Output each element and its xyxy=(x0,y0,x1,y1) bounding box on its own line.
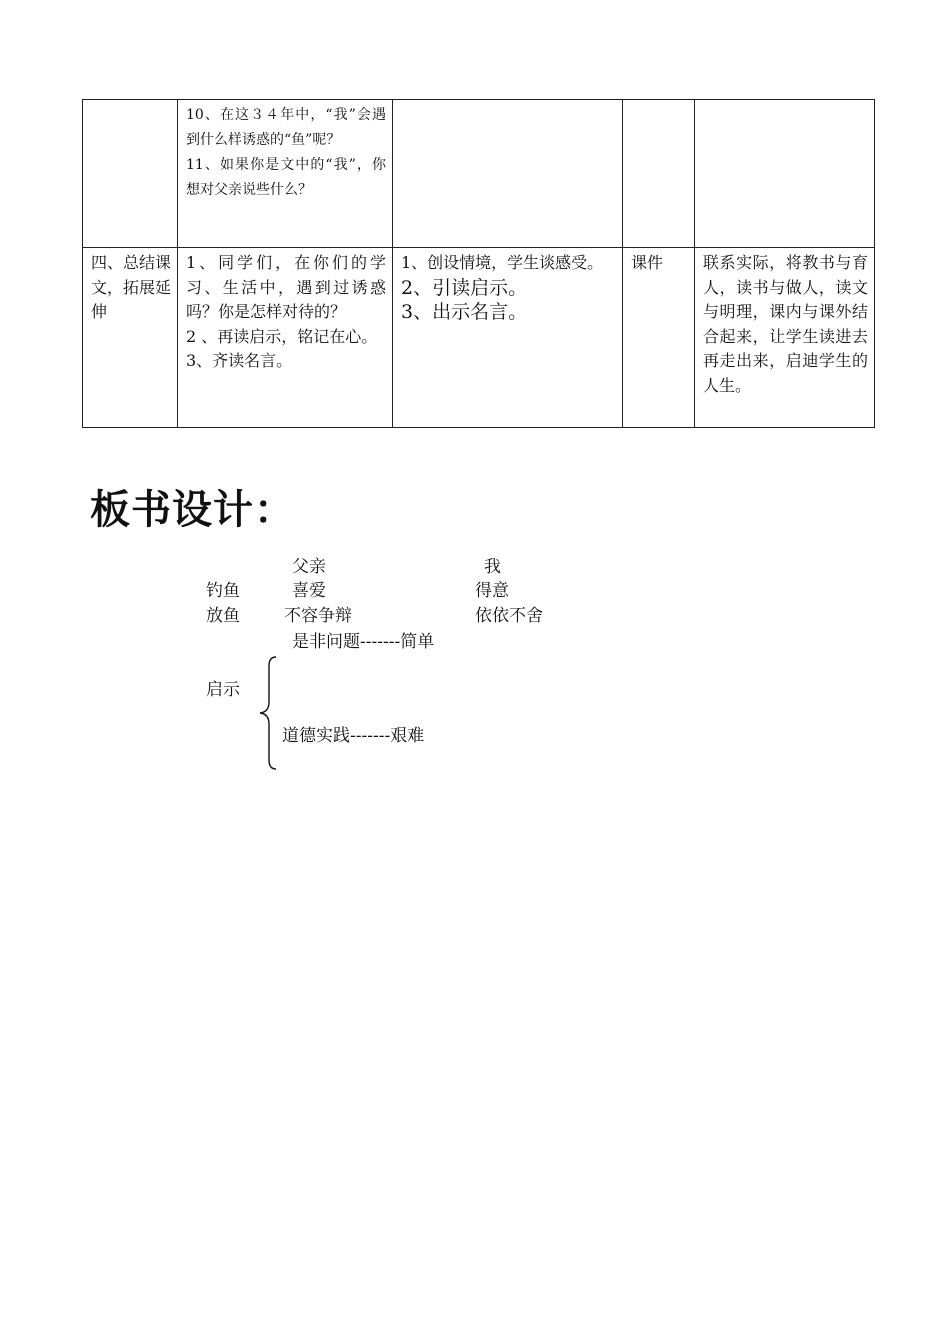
curly-brace-icon xyxy=(256,652,282,774)
column-me: 我 xyxy=(484,557,501,577)
insight-difficult: 道德实践-------艰难 xyxy=(282,726,425,746)
student-step-1: 1、创设情境，学生谈感受。 xyxy=(401,253,604,272)
teacher-activity-cell xyxy=(178,100,393,248)
design-intent-cell: 联系实际，将教书与育人，读书与做人，读文与明理，课内与课外结合起来，让学生读进去再走出来，启迪学生的人生。 xyxy=(695,248,875,428)
stage-cell: 四、总结课文，拓展延伸 xyxy=(83,248,178,428)
student-activity-cell xyxy=(393,248,623,428)
media-cell xyxy=(623,100,695,248)
student-step-3: 3、出示名言。 xyxy=(401,300,528,323)
column-father: 父亲 xyxy=(292,557,326,577)
student-activity-cell xyxy=(393,100,623,248)
stage-cell xyxy=(83,100,178,248)
table-row xyxy=(83,248,875,428)
row-fishing-me: 得意 xyxy=(475,581,509,601)
insight-label: 启示 xyxy=(206,680,240,700)
lesson-plan-table xyxy=(82,99,875,428)
insight-simple: 是非问题-------简单 xyxy=(292,632,435,652)
row-fishing-father: 喜爱 xyxy=(292,581,326,601)
teacher-step-3: 3、齐读名言。 xyxy=(186,351,293,370)
row-release-me: 依依不舍 xyxy=(475,606,543,626)
row-fishing-label: 钓鱼 xyxy=(206,581,240,601)
question-11: 11、如果你是文中的“我”，你想对父亲说些什么？ xyxy=(186,157,386,198)
row-release-father: 不容争辩 xyxy=(284,606,352,626)
student-step-2: 2、引读启示。 xyxy=(401,276,528,299)
teacher-activity-cell xyxy=(178,248,393,428)
question-10: 10、在这３４年中，“我”会遇到什么样诱惑的“鱼”呢？ xyxy=(186,107,386,148)
teacher-step-2: 2 、再读启示，铭记在心。 xyxy=(186,326,378,346)
board-design-title: 板书设计： xyxy=(90,487,295,533)
media-cell: 课件 xyxy=(623,248,695,428)
design-intent-cell xyxy=(695,100,875,248)
teacher-step-1: 1、同学们，在你们的学习、生活中，遇到过诱惑吗？你是怎样对待的？ xyxy=(186,253,386,321)
table-row xyxy=(83,100,875,248)
row-release-label: 放鱼 xyxy=(206,606,240,626)
